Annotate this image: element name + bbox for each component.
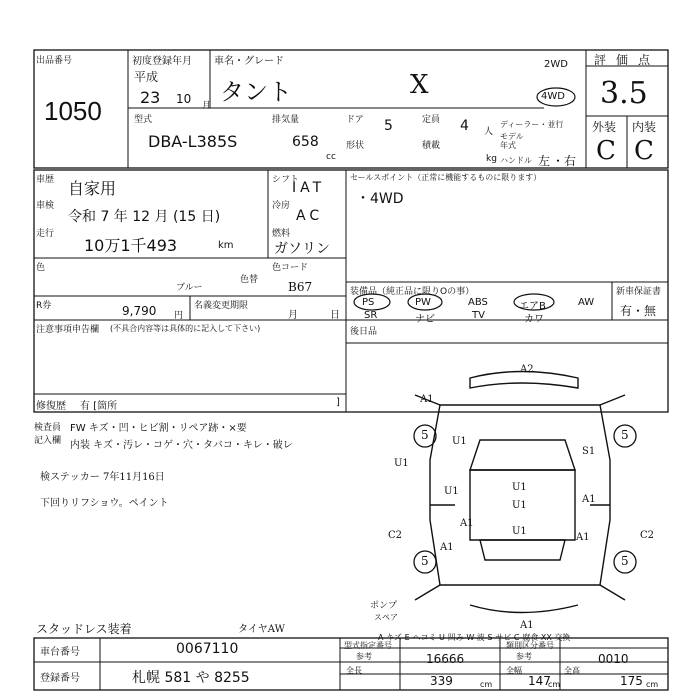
reg-limit-month: 月 [288,310,298,321]
lot-label: 出品番号 [36,56,73,66]
interior-grade: C [634,136,654,166]
mileage-label: 走行 [36,229,55,239]
shape-label: 形状 [346,141,365,151]
reg-limit-day: 日 [330,310,340,321]
mark-a1-right: A1 [582,494,596,505]
mark-a1-left-bottom: A1 [440,542,454,553]
length-value: 339 [430,674,453,688]
equip-aw: AW [578,297,595,308]
dealer-label: ディーラー・並行 [500,120,564,129]
era: 平成 [134,70,159,84]
mark-u1-roof: U1 [512,482,527,493]
ac-value: AC [296,208,324,224]
first-reg-label: 初度登録年月 [132,56,192,67]
lot-number: 1050 [44,96,102,126]
score-label: 評価点 [594,53,661,67]
inspector-label-2: 記入欄 [34,436,62,446]
equip-sr: SR [364,310,378,321]
caution-label: 注意事項申告欄 [36,325,100,335]
handle-label: ハンドル [500,156,532,165]
model-value: DBA-L385S [148,132,238,151]
cert-sub-label: 参考 [356,652,372,661]
handwritten-tire-aw: タイヤAW [238,624,285,635]
interior-label: 内装 [632,120,657,134]
doors-value: 5 [384,118,393,134]
handwritten-underbody: 下回りリフショウ。ペイント [40,498,169,509]
score-value: 3.5 [600,76,648,111]
handle-right: 右 [564,154,577,168]
shift-label: シフト [272,175,300,185]
handwritten-studless: スタッドレス装着 [36,622,132,636]
height-label: 全高 [564,666,580,675]
equip-navi: ナビ [415,314,435,325]
mark-s1: S1 [582,446,596,457]
repair-close: ] [336,397,340,408]
plate-label: 登録番号 [40,673,80,684]
diagram-legend: A-キズ E-ヘコミ U-凹み W-波 S-サビ C-腐食 XX-交換 [378,633,571,642]
reg-month: 10 [176,92,192,106]
mark-u1-rear: U1 [512,526,527,537]
cert-value: 16666 [426,652,465,666]
inspection-value: 令和 7 年 12 月 (15 日) [68,209,221,225]
warranty-value: 有・無 [620,304,657,318]
mark-u1-roof-2: U1 [512,500,527,511]
tire-mark-fr: 5 [621,428,629,442]
ac-label: 冷房 [272,201,291,211]
sales-point-item: ・4WD [356,191,404,207]
color-value: ブルー [176,283,203,293]
tire-mark-rl: 5 [421,554,429,568]
spare-label: ポンプ [370,601,398,611]
class-value: 0010 [598,652,629,666]
class-sub-label: 参考 [516,652,532,661]
caution-note: (不具合内容等は具体的に記入して下さい) [110,324,261,333]
height-value: 175 [620,674,643,688]
mark-a2: A2 [520,364,534,375]
recycle-unit: 円 [174,311,184,321]
car-name: タント [220,78,292,106]
chassis-label: 車台番号 [40,647,80,658]
capacity-label: 定員 [422,115,441,125]
reg-limit-label: 名義変更期限 [194,301,249,311]
width-label: 全幅 [506,666,522,675]
handle-left: 左 [538,154,551,168]
inspector-line-2: 内装 キズ・汚レ・コゲ・穴・タバコ・キレ・破レ [70,440,293,451]
equipment-label: 装備品（純正品に限りOの事） [350,287,475,297]
fuel-value: ガソリン [274,241,330,257]
mark-a1-rear: A1 [520,620,534,631]
cert-label: 型式指定番号 [344,641,392,650]
class-label: 類別区分番号 [506,641,554,650]
equip-tv: TV [472,310,485,321]
exterior-label: 外装 [592,120,617,134]
inspector-line-1: FW キズ・凹・ヒビ割・リペア跡・×要 [70,423,247,434]
color-label: 色 [36,263,46,273]
handle-dot: ・ [552,154,565,168]
kg-unit: kg [486,154,497,164]
mark-a1-right-rear: A1 [576,532,590,543]
mark-u1-door: U1 [444,486,459,497]
name-grade-label: 車名・グレード [214,56,284,67]
km-unit: km [218,240,234,251]
mark-u1-left-front: U1 [452,436,467,447]
equip-pw: PW [415,297,431,308]
drive-2wd: 2WD [544,59,568,70]
cc-unit: cc [326,152,336,162]
displacement-value: 658 [292,134,319,150]
drive-4wd: 4WD [541,91,565,102]
recycle-value: 9,790 [122,304,157,318]
length-unit: cm [480,680,493,689]
equip-leather: カワ [524,314,544,325]
fuel-label: 燃料 [272,229,291,239]
sales-point-label: セールスポイント（正常に機能するものに限ります） [350,173,542,182]
history-label: 車歴 [36,175,55,185]
color-code-label: 色コード [272,263,309,273]
height-unit: cm [646,680,659,689]
rear-seat-label: 後日品 [350,327,378,337]
inspection-label: 車検 [36,201,55,211]
repair-label: 修復歴 [36,401,66,412]
month-unit: 月 [202,101,212,111]
equip-abs: ABS [468,297,488,308]
length-label: 全長 [346,666,362,675]
doors-label: ドア [346,115,364,125]
reg-year: 23 [140,88,161,107]
width-unit: cm [548,680,561,689]
tire-mark-rr: 5 [621,554,629,568]
history-value: 自家用 [68,179,117,198]
chassis-value: 0067110 [176,641,239,657]
tire-mark-fl: 5 [421,428,429,442]
mark-c2-left: C2 [388,530,403,541]
model-year-label: モデル年式 [500,132,524,150]
exterior-grade: C [596,136,616,166]
handwritten-sticker: 検ステッカー 7年11月16日 [40,472,165,483]
displacement-label: 排気量 [272,115,300,125]
repair-value: 有 [箇所 [80,401,118,412]
warranty-label: 新車保証書 [616,287,662,297]
equip-airbag: エアB [519,301,546,312]
recycle-label: R券 [36,301,52,311]
model-label: 型式 [134,115,153,125]
plate-value: 札幌 581 や 8255 [132,670,250,686]
grade: X [410,70,429,100]
inspector-label-1: 検査員 [34,423,62,433]
mark-c2-right: C2 [640,530,655,541]
load-label: 積載 [422,141,441,151]
color-code-value: B67 [288,280,313,294]
person-unit: 人 [484,127,494,137]
width-value: 147 [528,674,551,688]
color-change-label: 色替 [240,275,259,285]
shift-value: IAT [292,180,326,196]
mark-a1-front: A1 [420,394,434,405]
mileage-value: 10万1千493 [84,236,178,255]
mark-u1-left: U1 [394,458,409,469]
mark-a1-left-rear: A1 [460,518,474,529]
capacity-value: 4 [460,118,469,134]
equip-ps: PS [362,297,375,308]
spare-sub: スペア [374,613,398,622]
